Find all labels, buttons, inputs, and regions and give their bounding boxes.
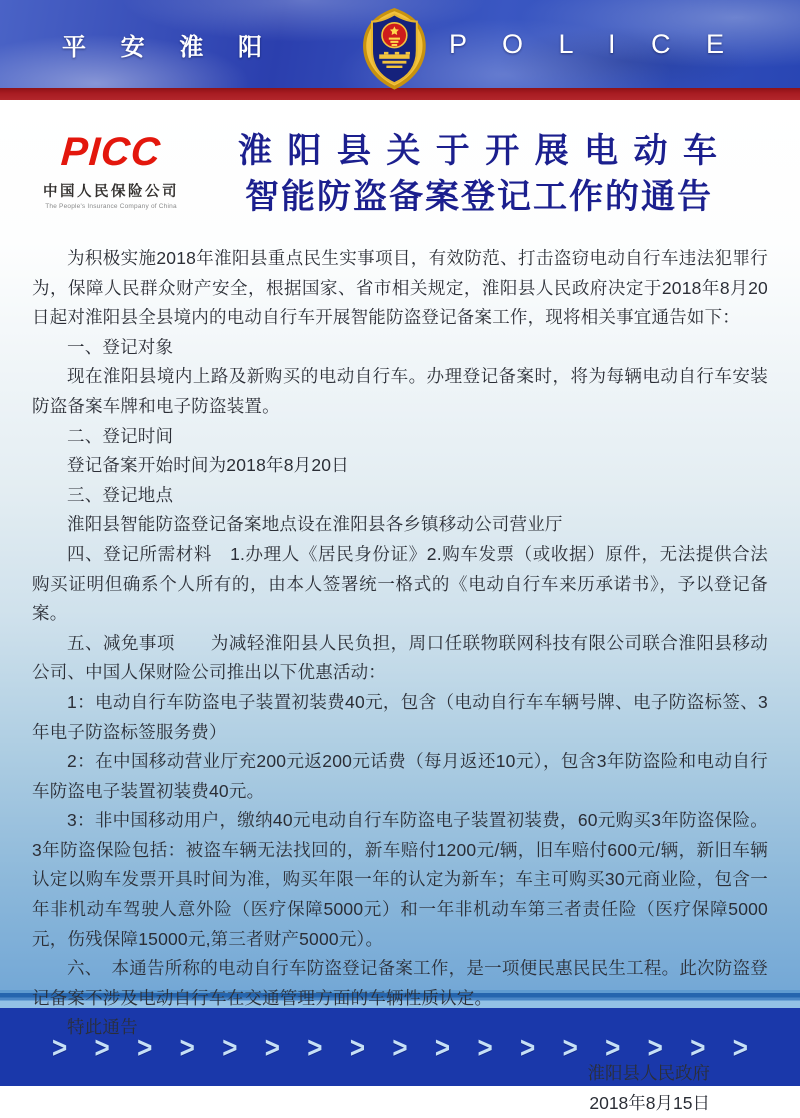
notice-paragraph: 六、 本通告所称的电动自行车防盗登记备案工作，是一项便民惠民民生工程。此次防盗登记备案不涉及电动自行车在交通管理方面的车辆性质认定。 [32,958,768,1008]
picc-logo-chinese-name: 中国人民保险公司 [43,184,179,200]
notice-content [0,100,800,1113]
chevron-right-icon: > [222,1029,238,1065]
top-banner [0,0,800,88]
picc-logo-wordmark: PICC [59,130,163,174]
notice-title [190,126,768,220]
notice-paragraph: 3：非中国移动用户，缴纳40元电动自行车防盗电子装置初装费，60元购买3年防盗保险。3年防盗保险包括：被盗车辆无法找回的，新车赔付1200元/辆，旧车赔付600元/辆，新旧车辆认定以购车发票开具时间为准，购买年限一年的认定为新车；车主可购买30元商业险，包含一年非机动车驾驶人意外险（医疗保障5000元）和一年非机动车第三者责任险（医疗保障5000元，伤残保障15000元,第三者财产5000元）。 [32,810,768,949]
chevron-right-icon: > [562,1029,578,1065]
notice-title-line2: 智能防盗备案登记工作的通告 [245,178,713,216]
police-badge-icon [354,4,434,97]
chevron-right-icon: > [392,1029,408,1065]
notice-paragraph: 为积极实施2018年淮阳县重点民生实事项目，有效防范、打击盗窃电动自行车违法犯罪行为，保障人民群众财产安全，根据国家、省市相关规定，淮阳县人民政府决定于2018年8月20日起对淮阳县全县境内的电动自行车开展智能防盗登记备案工作，现将相关事宜通告如下： [32,248,768,328]
notice-paragraph: 1：电动自行车防盗电子装置初装费40元，包含（电动自行车车辆号牌、电子防盗标签、3年电子防盗标签服务费） [32,691,768,742]
notice-paragraph: 淮阳县智能防盗登记备案地点设在淮阳县各乡镇移动公司营业厅 [67,514,563,535]
paragraph-list [32,244,768,1043]
chevron-right-icon: > [690,1029,706,1065]
notice-title-line1: 淮 阳 县 关 于 开 展 电 动 车 [237,132,721,170]
chevron-right-icon: > [307,1029,323,1065]
notice-header [32,126,768,220]
notice-paragraph: 三、登记地点 [67,484,174,505]
signature-issuer: 淮阳县人民政府 [587,1063,710,1084]
banner-police-text: P O L I C E [448,28,738,59]
chevron-row [0,1029,800,1065]
chevron-right-icon: > [647,1029,663,1065]
notice-paragraph: 一、登记对象 [67,336,174,357]
chevron-right-icon: > [477,1029,493,1065]
chevron-right-icon: > [264,1029,280,1065]
notice-paragraph: 现在淮阳县境内上路及新购买的电动自行车。办理登记备案时，将为每辆电动自行车安装防盗备案车牌和电子防盗装置。 [32,366,768,416]
chevron-right-icon: > [94,1029,110,1065]
chevron-right-icon: > [605,1029,621,1065]
chevron-right-icon: > [349,1029,366,1065]
chevron-right-icon: > [179,1029,195,1065]
chevron-right-icon: > [52,1029,68,1065]
notice-paragraph: 特此通告 [67,1017,138,1038]
notice-paragraph: 五、减免事项 为减轻淮阳县人民负担，周口任联物联网科技有限公司联合淮阳县移动公司、中国人保财险公司推出以下优惠活动： [32,632,768,683]
chevron-right-icon: > [434,1029,451,1065]
notice-paragraph: 登记备案开始时间为2018年8月20日 [67,455,349,476]
chevron-right-icon: > [520,1029,536,1065]
picc-logo-english-name: The People's Insurance Company of China [45,203,177,210]
banner-slogan-text: 平 安 淮 阳 [62,33,277,61]
chevron-right-icon: > [137,1029,153,1065]
notice-paragraph: 2：在中国移动营业厅充200元返200元话费（每月返还10元），包含3年防盗险和电动自行车防盗电子装置初装费40元。 [32,751,768,801]
signature-date: 2018年8月15日 [589,1092,710,1113]
chevron-right-icon: > [732,1029,748,1065]
notice-paragraph: 四、登记所需材料 1.办理人《居民身份证》2.购车发票（或收据）原件，无法提供合法购买证明但确系个人所有的，由本人签署统一格式的《电动自行车来历承诺书》，予以登记备案。 [32,543,768,624]
notice-paragraph: 二、登记时间 [67,425,174,446]
picc-logo [32,126,190,210]
